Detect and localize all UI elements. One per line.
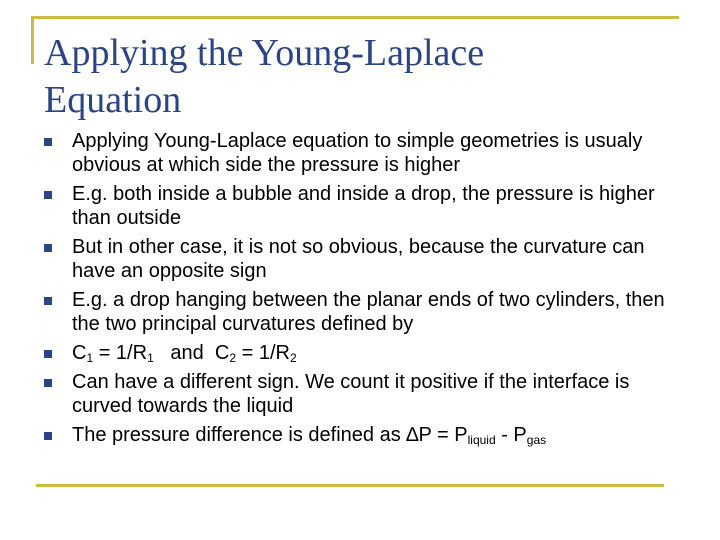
list-item <box>44 182 684 230</box>
bullet-text: But in other case, it is not so obvious, because the curvature can have an opposite sign <box>72 236 645 282</box>
list-item <box>44 423 684 447</box>
square-bullet-icon <box>44 379 52 387</box>
square-bullet-icon <box>44 244 52 252</box>
slide-title-line1: Applying the Young-Laplace <box>44 32 485 74</box>
frame-bottom-line <box>36 484 664 487</box>
square-bullet-icon <box>44 432 52 440</box>
square-bullet-icon <box>44 138 52 146</box>
list-item <box>44 235 684 283</box>
square-bullet-icon <box>44 191 52 199</box>
list-item <box>44 370 684 418</box>
bullet-text: Applying Young-Laplace equation to simple geometries is usualy obvious at which side the pressure is higher <box>72 130 643 176</box>
square-bullet-icon <box>44 350 52 358</box>
frame-left-line <box>31 16 34 64</box>
bullet-text: E.g. both inside a bubble and inside a drop, the pressure is higher than outside <box>72 183 655 229</box>
frame-top-line <box>31 16 679 19</box>
pressure-difference-formula: The pressure difference is defined as $\Delta P = P_{liquid} - P_{gas}$ <box>72 424 547 447</box>
list-item <box>44 341 684 365</box>
list-item <box>44 288 684 336</box>
bullet-list <box>44 129 684 452</box>
slide-title <box>44 30 664 124</box>
bullet-text: E.g. a drop hanging between the planar ends of two cylinders, then the two principal curvatures defined by <box>72 289 665 335</box>
square-bullet-icon <box>44 297 52 305</box>
bullet-text: Can have a different sign. We count it positive if the interface is curved towards the liquid <box>72 371 630 417</box>
list-item <box>44 129 684 177</box>
slide-title-line2: Equation <box>44 79 182 121</box>
curvature-formula: $C_1 = 1/R_1$ and $C_2 = 1/R_2$ <box>72 342 297 365</box>
